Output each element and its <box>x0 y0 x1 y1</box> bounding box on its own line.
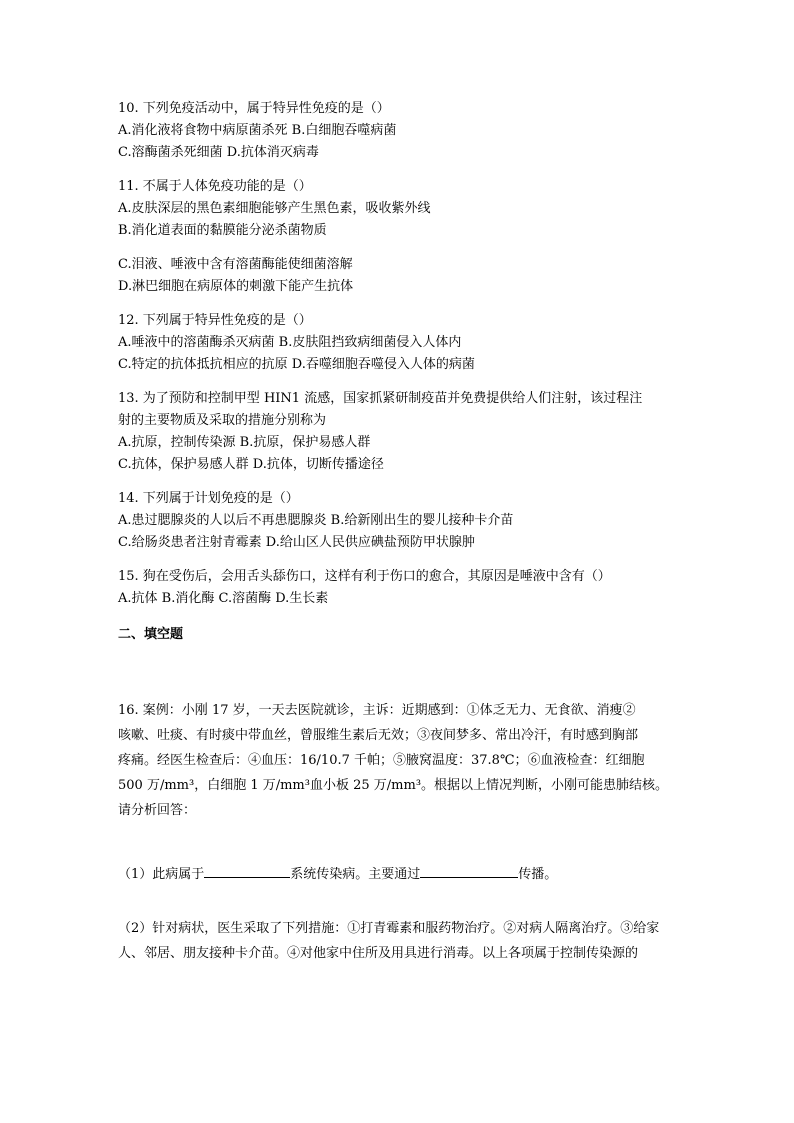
option-line: A.皮肤深层的黑色素细胞能够产生黑色素，吸收紫外线 <box>118 201 431 216</box>
option-line: D.淋巴细胞在病原体的刺激下能产生抗体 <box>118 279 354 294</box>
question-stem: 13. 为了预防和控制甲型 HIN1 流感，国家抓紧研制疫苗并免费提供给人们注射，该过程注 <box>118 391 643 406</box>
question-stem-continued: 射的主要物质及采取的措施分别称为 <box>118 413 327 428</box>
question-stem: 15. 狗在受伤后，会用舌头舔伤口，这样有利于伤口的愈合，其原因是唾液中含有（） <box>118 569 611 584</box>
question-10 <box>118 98 678 164</box>
case-line: 咳嗽、吐痰、有时痰中带血丝，曾服维生素后无效；③夜间梦多、常出冷汗，有时感到胸部 <box>118 728 639 743</box>
question-stem: 10. 下列免疫活动中，属于特异性免疫的是（） <box>118 101 390 116</box>
question-15 <box>118 566 678 610</box>
sub2-line: （2）针对病状，医生采取了下列措施：①打青霉素和服药物治疗。②对病人隔离治疗。③给家 <box>118 921 660 936</box>
question-stem: 11. 不属于人体免疫功能的是（） <box>118 179 312 194</box>
option-line: C.给肠炎患者注射青霉素 D.给山区人民供应碘盐预防甲状腺肿 <box>118 535 475 550</box>
option-line: C.抗体，保护易感人群 D.抗体，切断传播途径 <box>118 457 384 472</box>
sub2-line: 人、邻居、朋友接种卡介苗。④对他家中住所及用具进行消毒。以上各项属于控制传染源的 <box>118 946 639 961</box>
question-14 <box>118 488 678 554</box>
exam-page <box>118 98 678 966</box>
answer-blank[interactable] <box>420 863 518 878</box>
question-11 <box>118 176 678 298</box>
case-line: 请分析回答： <box>118 803 197 818</box>
option-line: A.患过腮腺炎的人以后不再患腮腺炎 B.给新刚出生的婴儿接种卡介苗 <box>118 513 514 528</box>
option-line: A.唾液中的溶菌酶杀灭病菌 B.皮肤阻挡致病细菌侵入人体内 <box>118 335 462 350</box>
question-13 <box>118 388 678 476</box>
question-12 <box>118 310 678 376</box>
sub-question-1 <box>118 863 678 886</box>
section-title: 二、填空题 <box>118 627 184 642</box>
option-line: A.抗体 B.消化酶 C.溶菌酶 D.生长素 <box>118 591 329 606</box>
option-line: B.消化道表面的黏膜能分泌杀菌物质 <box>118 223 327 238</box>
question-stem: 14. 下列属于计划免疫的是（） <box>118 491 299 506</box>
case-line: 500 万/mm³，白细胞 1 万/mm³血小板 25 万/mm³。根据以上情况判断，小刚可能患肺结核。 <box>118 778 669 793</box>
option-line: A.抗原，控制传染源 B.抗原，保护易感人群 <box>118 435 371 450</box>
question-stem: 12. 下列属于特异性免疫的是（） <box>118 313 312 328</box>
option-line: C.特定的抗体抵抗相应的抗原 D.吞噬细胞吞噬侵入人体的病菌 <box>118 357 475 372</box>
answer-blank[interactable] <box>204 863 290 878</box>
case-line: 16. 案例：小刚 17 岁，一天去医院就诊，主诉：近期感到：①体乏无力、无食欲、消瘦② <box>118 703 636 718</box>
option-line: A.消化液将食物中病原菌杀死 B.白细胞吞噬病菌 <box>118 123 397 138</box>
option-line: C.溶酶菌杀死细菌 D.抗体消灭病毒 <box>118 145 319 160</box>
case-line: 疼痛。经医生检查后：④血压：16/10.7 千帕；⑤腋窝温度：37.8℃；⑥血液检查：红细胞 <box>118 753 645 768</box>
question-16-case <box>118 698 678 823</box>
option-line: C.泪液、唾液中含有溶菌酶能使细菌溶解 <box>118 257 353 272</box>
sub1-suffix: 传播。 <box>518 867 558 882</box>
sub1-middle: 系统传染病。主要通过 <box>290 867 421 882</box>
sub1-prefix: （1）此病属于 <box>118 867 205 882</box>
sub-question-2 <box>118 916 678 966</box>
